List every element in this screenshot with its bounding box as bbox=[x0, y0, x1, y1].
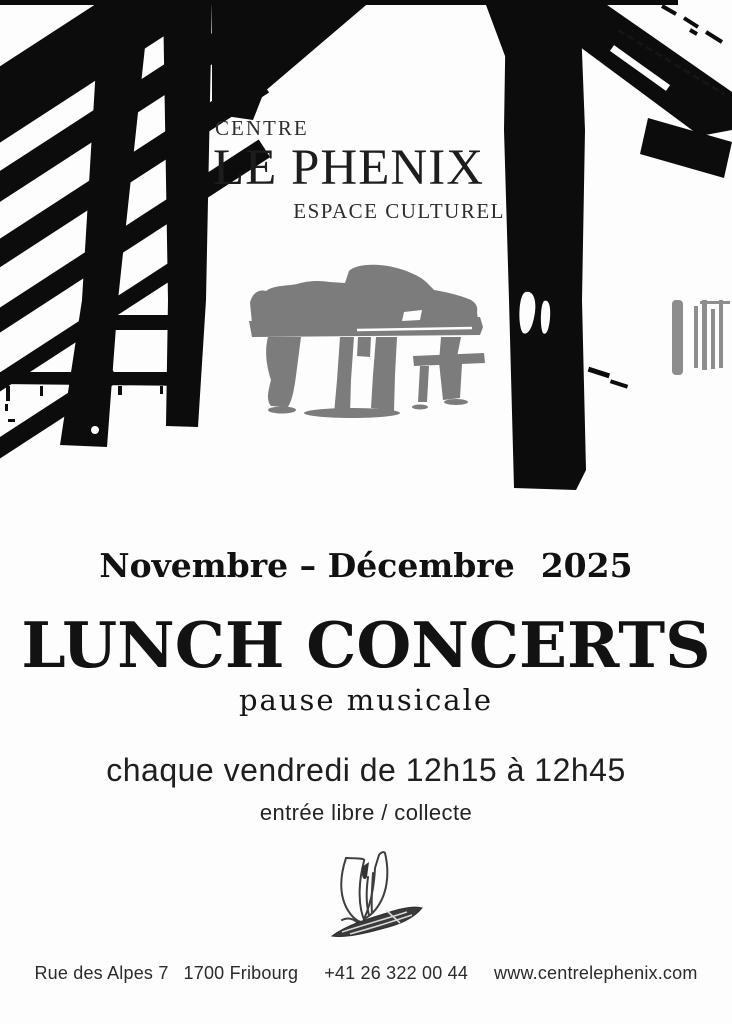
footer-phone: +41 26 322 00 44 bbox=[324, 963, 469, 983]
logo-centre-label: CENTRE bbox=[215, 116, 309, 140]
date-year-text: 2025 bbox=[540, 546, 633, 585]
grand-piano-icon bbox=[249, 265, 485, 418]
logo-block bbox=[213, 118, 505, 222]
footer-city: 1700 Fribourg bbox=[183, 963, 299, 983]
footer-website: www.centrelephenix.com bbox=[494, 963, 698, 983]
footer-contact-line bbox=[0, 963, 732, 984]
logo-name-label: LE PHENIX bbox=[213, 140, 485, 196]
phoenix-logo bbox=[312, 846, 434, 958]
date-range-text: Novembre – Décembre bbox=[99, 546, 515, 585]
poster-title: LUNCH CONCERTS bbox=[21, 608, 711, 682]
phoenix-bird-icon bbox=[312, 846, 434, 958]
entry-text: entrée libre / collecte bbox=[259, 800, 473, 825]
gray-fence-marks bbox=[672, 300, 730, 375]
logo-tagline-label: ESPACE CULTUREL bbox=[293, 199, 505, 223]
footer-address: Rue des Alpes 7 bbox=[34, 963, 169, 983]
schedule-text: chaque vendredi de 12h15 à 12h45 bbox=[106, 752, 626, 788]
poster-subtitle: pause musicale bbox=[238, 683, 494, 717]
date-line bbox=[0, 546, 732, 585]
